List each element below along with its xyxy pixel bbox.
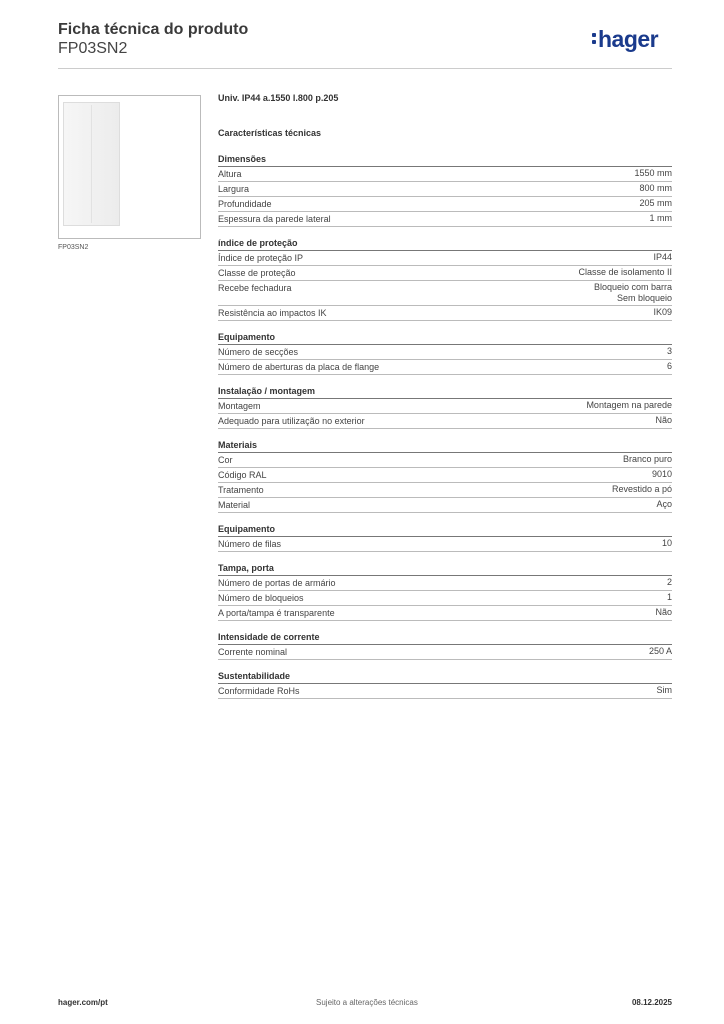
spec-value — [650, 213, 673, 225]
spec-value — [634, 168, 672, 180]
spec-row — [218, 360, 672, 375]
spec-label: Corrente nominal — [218, 647, 288, 657]
spec-value-line: 10 — [661, 538, 672, 548]
spec-row — [218, 345, 672, 360]
spec-label: Recebe fechadura — [218, 283, 292, 293]
spec-value — [653, 307, 672, 319]
logo-dots-icon — [592, 33, 596, 44]
spec-row — [218, 251, 672, 266]
spec-value — [594, 282, 672, 304]
spec-value-line: IP44 — [653, 252, 672, 262]
product-image — [58, 95, 201, 239]
spec-label: Índice de proteção IP — [218, 253, 304, 263]
spec-sections — [218, 153, 672, 699]
spec-value-line: Branco puro — [622, 454, 672, 464]
section-title: Materiais — [218, 439, 672, 453]
spec-value — [656, 499, 672, 511]
spec-label: Montagem — [218, 401, 261, 411]
spec-row — [218, 399, 672, 414]
spec-value — [667, 346, 672, 358]
spec-section — [218, 237, 672, 321]
section-title: Dimensões — [218, 153, 672, 167]
header-divider — [58, 68, 672, 69]
spec-value-line: Revestido a pó — [611, 484, 672, 494]
spec-row — [218, 197, 672, 212]
spec-row — [218, 645, 672, 660]
spec-label: A porta/tampa é transparente — [218, 608, 335, 618]
spec-section — [218, 331, 672, 375]
section-title: índice de proteção — [218, 237, 672, 251]
spec-value-line: Aço — [656, 499, 672, 509]
spec-value — [667, 361, 672, 373]
spec-value-line: Não — [655, 415, 672, 425]
spec-section — [218, 670, 672, 699]
spec-row — [218, 266, 672, 281]
section-title: Equipamento — [218, 331, 672, 345]
spec-value-line: Classe de isolamento II — [578, 267, 672, 277]
spec-value — [657, 685, 673, 697]
spec-value-line: 205 mm — [639, 198, 672, 208]
spec-row — [218, 182, 672, 197]
section-title: Intensidade de corrente — [218, 631, 672, 645]
spec-label: Adequado para utilização no exterior — [218, 416, 365, 426]
footer-website[interactable]: hager.com/pt — [58, 998, 108, 1007]
spec-value — [649, 646, 672, 658]
section-title: Tampa, porta — [218, 562, 672, 576]
spec-value — [655, 607, 672, 619]
spec-value-line: 3 — [666, 346, 672, 356]
spec-label: Resistência ao impactos IK — [218, 308, 327, 318]
section-title: Sustentabilidade — [218, 670, 672, 684]
spec-value-line: 9010 — [651, 469, 672, 479]
image-caption: FP03SN2 — [58, 244, 89, 251]
spec-label: Largura — [218, 184, 250, 194]
spec-value-line: Sim — [656, 685, 672, 695]
spec-label: Conformidade RoHs — [218, 686, 300, 696]
spec-label: Classe de proteção — [218, 268, 296, 278]
spec-row — [218, 453, 672, 468]
spec-label: Número de secções — [218, 347, 299, 357]
spec-value — [623, 454, 672, 466]
spec-label: Número de filas — [218, 539, 282, 549]
spec-label: Profundidade — [218, 199, 272, 209]
section-title: Instalação / montagem — [218, 385, 672, 399]
spec-value — [653, 252, 672, 264]
spec-label: Número de portas de armário — [218, 578, 336, 588]
spec-section — [218, 523, 672, 552]
spec-value-line: Não — [655, 607, 672, 617]
spec-value-line: 800 mm — [639, 183, 672, 193]
spec-row — [218, 684, 672, 699]
spec-value — [612, 484, 672, 496]
spec-label: Código RAL — [218, 470, 267, 480]
spec-value-line: 1550 mm — [634, 168, 672, 178]
spec-value-line: 6 — [666, 361, 672, 371]
spec-row — [218, 576, 672, 591]
spec-value-line: Bloqueio com barra — [593, 282, 672, 292]
spec-value-line: IK09 — [653, 307, 672, 317]
spec-label: Material — [218, 500, 251, 510]
spec-section — [218, 153, 672, 227]
spec-row — [218, 306, 672, 321]
spec-value-line: Montagem na parede — [586, 400, 672, 410]
spec-value — [639, 183, 672, 195]
section-title: Equipamento — [218, 523, 672, 537]
footer-date: 08.12.2025 — [631, 998, 672, 1007]
spec-subtitle: Características técnicas — [218, 128, 322, 138]
spec-row — [218, 606, 672, 621]
document-title: Ficha técnica do produto — [58, 21, 249, 38]
spec-section — [218, 562, 672, 621]
spec-title: Univ. IP44 a.1550 l.800 p.205 — [218, 93, 339, 103]
spec-row — [218, 591, 672, 606]
spec-row — [218, 167, 672, 182]
spec-value-line: 250 A — [648, 646, 672, 656]
spec-section — [218, 631, 672, 660]
spec-value-line: Sem bloqueio — [616, 293, 672, 303]
spec-panel — [218, 92, 672, 709]
spec-value — [655, 415, 672, 427]
spec-value-line: 2 — [666, 577, 672, 587]
spec-value-line: 1 — [666, 592, 672, 602]
spec-row — [218, 468, 672, 483]
spec-row — [218, 498, 672, 513]
footer-notice: Sujeito a alterações técnicas — [316, 998, 418, 1007]
spec-value — [667, 577, 672, 589]
spec-label: Cor — [218, 455, 233, 465]
product-code: FP03SN2 — [58, 40, 128, 57]
spec-value — [667, 592, 672, 604]
spec-label: Tratamento — [218, 485, 264, 495]
spec-value — [586, 400, 672, 412]
spec-label: Altura — [218, 169, 242, 179]
spec-value — [578, 267, 672, 279]
cabinet-illustration — [63, 102, 120, 226]
spec-value — [662, 538, 672, 550]
spec-row — [218, 483, 672, 498]
spec-value — [639, 198, 672, 210]
hager-logo[interactable] — [592, 28, 658, 58]
spec-row — [218, 537, 672, 552]
spec-label: Número de bloqueios — [218, 593, 304, 603]
spec-row — [218, 414, 672, 429]
spec-label: Número de aberturas da placa de flange — [218, 362, 380, 372]
spec-value — [652, 469, 672, 481]
spec-label: Espessura da parede lateral — [218, 214, 331, 224]
logo-text: hager — [598, 26, 659, 52]
spec-row — [218, 212, 672, 227]
spec-section — [218, 385, 672, 429]
spec-section — [218, 439, 672, 513]
spec-value-line: 1 mm — [649, 213, 672, 223]
spec-row — [218, 281, 672, 306]
